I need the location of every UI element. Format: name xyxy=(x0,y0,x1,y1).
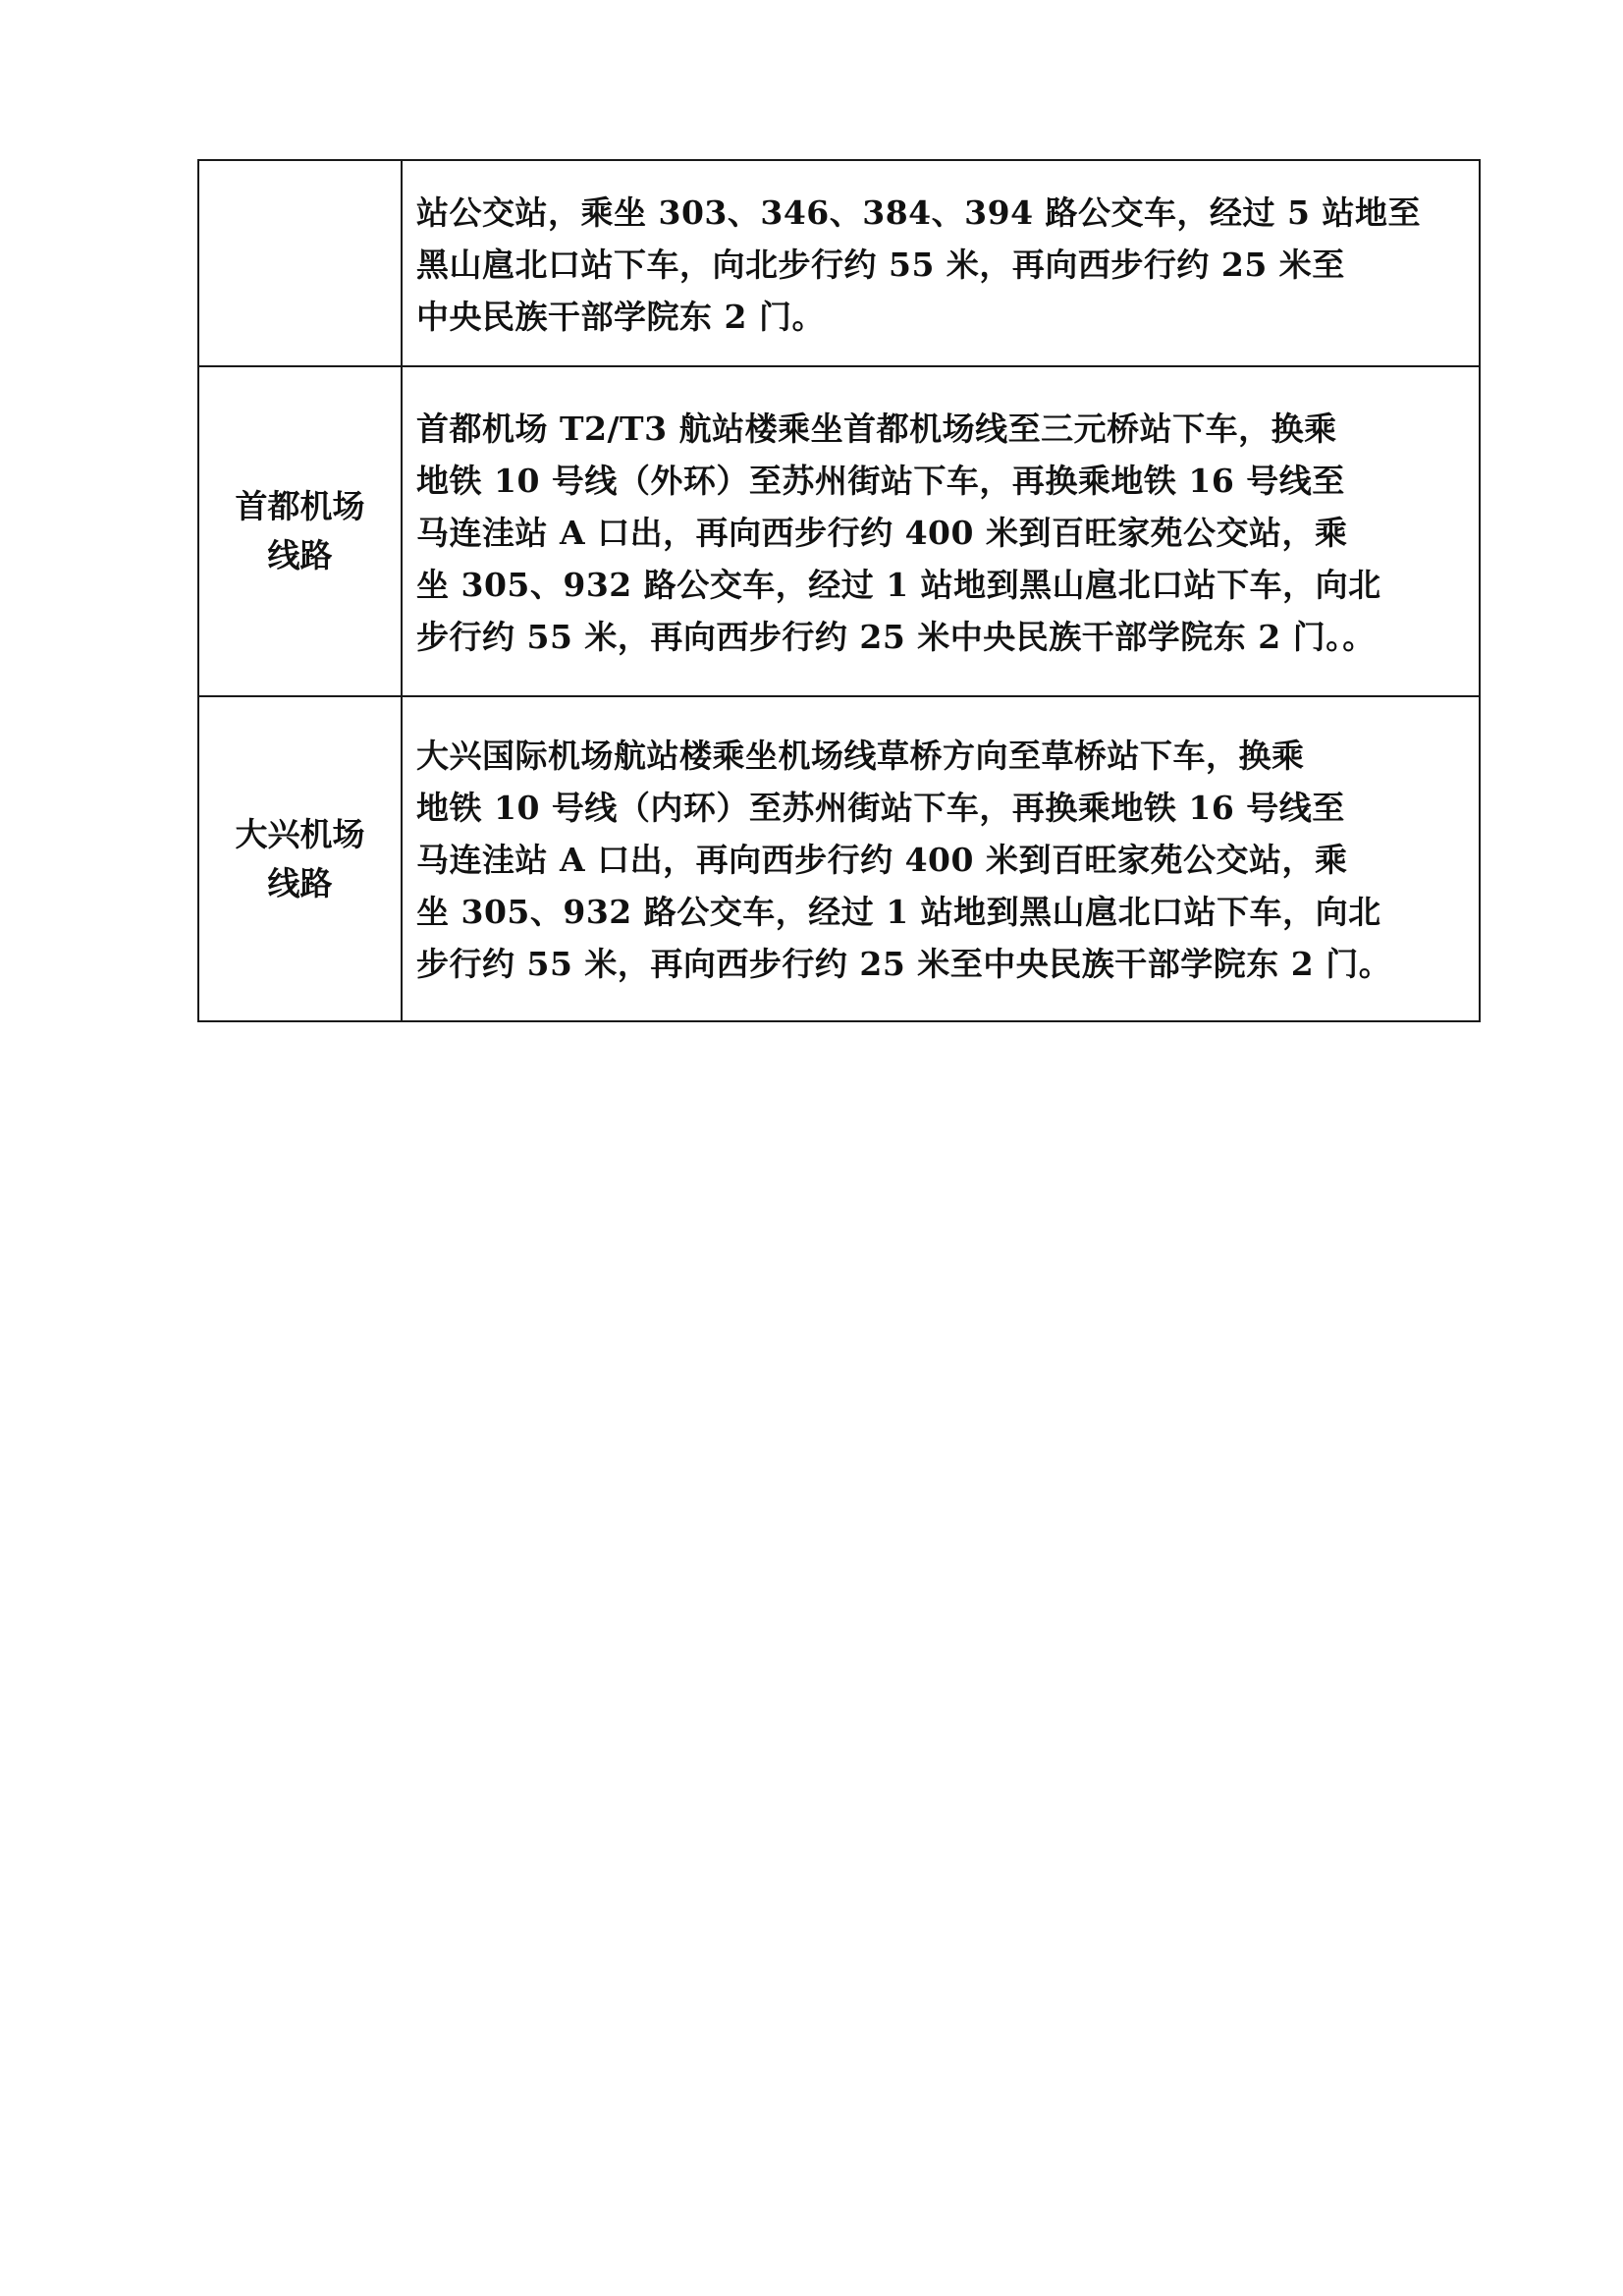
route-label-cell xyxy=(198,160,402,366)
route-text-line: 首都机场 T2/T3 航站楼乘坐首都机场线至三元桥站下车，换乘 xyxy=(416,409,1337,448)
route-label-cell xyxy=(198,366,402,696)
route-text-line: 马连洼站 A 口出，再向西步行约 400 米到百旺家苑公交站，乘 xyxy=(416,513,1348,552)
route-text-line: 步行约 55 米，再向西步行约 25 米至中央民族干部学院东 2 门。 xyxy=(416,945,1392,983)
route-text-line: 地铁 10 号线（内环）至苏州街站下车，再换乘地铁 16 号线至 xyxy=(416,789,1345,827)
route-text-line: 中央民族干部学院东 2 门。 xyxy=(416,297,825,336)
route-text-line: 站公交站，乘坐 303、346、384、394 路公交车，经过 5 站地至 xyxy=(416,192,1421,232)
route-text-line: 黑山扈北口站下车，向北步行约 55 米，再向西步行约 25 米至 xyxy=(416,245,1345,284)
route-text-line: 坐 305、932 路公交车，经过 1 站地到黑山扈北口站下车，向北 xyxy=(416,565,1381,604)
route-description-cell xyxy=(402,696,1480,1021)
route-text-line: 地铁 10 号线（外环）至苏州街站下车，再换乘地铁 16 号线至 xyxy=(416,461,1345,500)
table-row xyxy=(198,366,1480,696)
route-description-cell xyxy=(402,366,1480,696)
route-table xyxy=(197,159,1481,1022)
route-label-cell xyxy=(198,696,402,1021)
route-label-line: 线路 xyxy=(267,863,333,902)
route-label-line: 线路 xyxy=(267,536,333,574)
route-text-line: 步行约 55 米，再向西步行约 25 米中央民族干部学院东 2 门。。 xyxy=(416,617,1376,656)
route-text-line: 大兴国际机场航站楼乘坐机场线草桥方向至草桥站下车，换乘 xyxy=(416,737,1305,775)
route-text-line: 坐 305、932 路公交车，经过 1 站地到黑山扈北口站下车，向北 xyxy=(416,893,1381,931)
route-text-line: 马连洼站 A 口出，再向西步行约 400 米到百旺家苑公交站，乘 xyxy=(416,841,1348,879)
table-row xyxy=(198,160,1480,366)
route-description-cell xyxy=(402,160,1480,366)
route-label-line: 首都机场 xyxy=(235,487,365,525)
table-row xyxy=(198,696,1480,1021)
route-label-line: 大兴机场 xyxy=(235,814,365,853)
